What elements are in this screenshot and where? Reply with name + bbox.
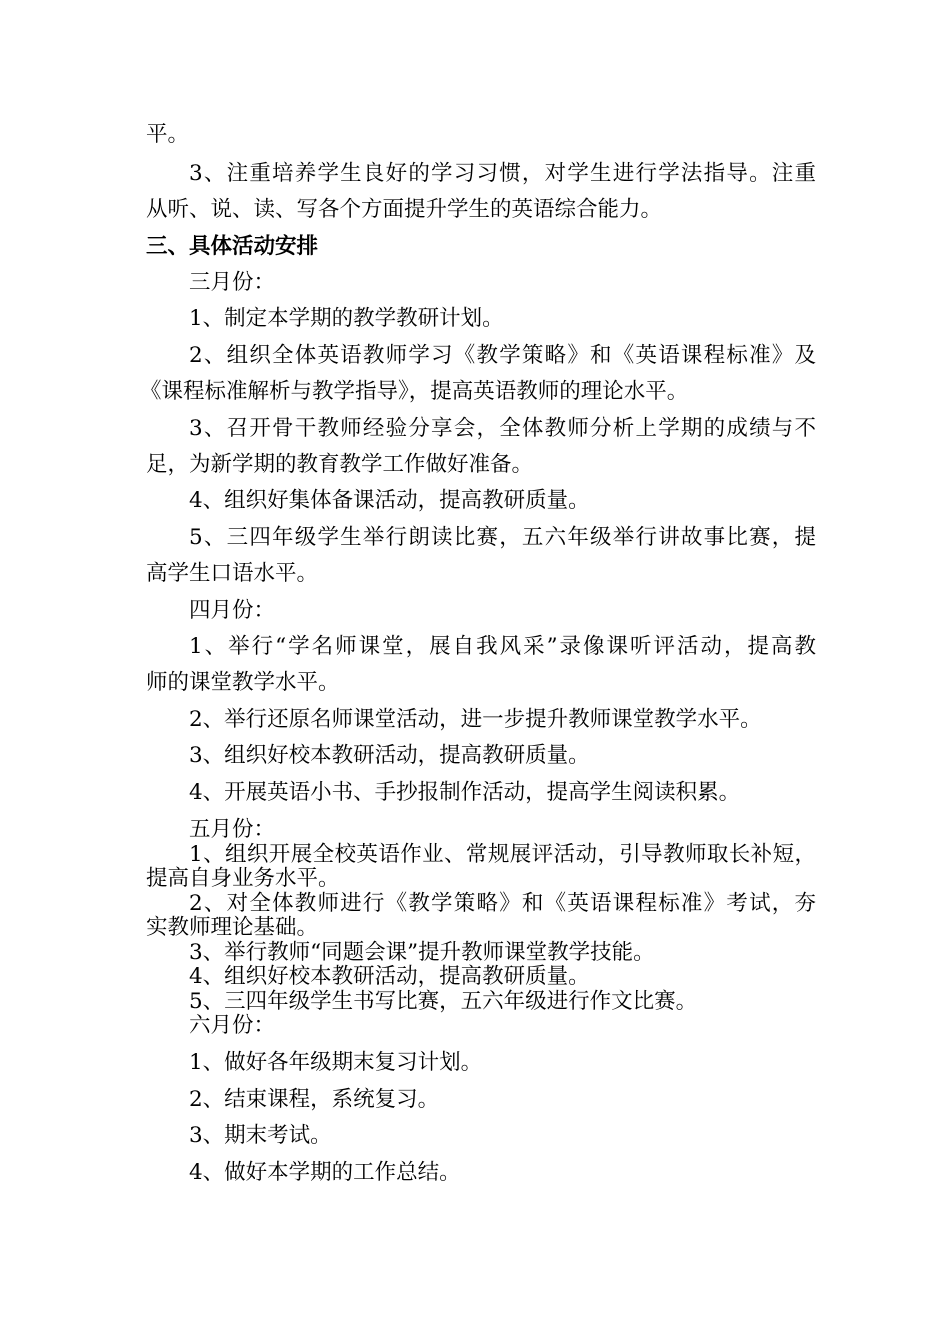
text-line: 3、举行教师“同题会课”提升教师课堂教学技能。 bbox=[189, 940, 655, 965]
text-line: 2、结束课程，系统复习。 bbox=[189, 1087, 440, 1112]
month-heading: 三月份： bbox=[189, 270, 276, 295]
month-heading: 六月份： bbox=[189, 1013, 276, 1038]
text-line: 4、做好本学期的工作总结。 bbox=[189, 1160, 461, 1185]
text-line: 从听、说、读、写各个方面提升学生的英语综合能力。 bbox=[146, 197, 663, 222]
text-line: 平。 bbox=[146, 122, 190, 147]
text-line: 5、三四年级学生书写比赛，五六年级进行作文比赛。 bbox=[189, 989, 698, 1014]
text-line: 4、开展英语小书、手抄报制作活动，提高学生阅读积累。 bbox=[189, 780, 741, 805]
text-line: 《课程标准解析与教学指导》，提高英语教师的理论水平。 bbox=[140, 379, 689, 404]
text-line: 1、做好各年级期末复习计划。 bbox=[189, 1050, 483, 1075]
month-heading: 四月份： bbox=[189, 598, 276, 623]
text-line: 1、制定本学期的教学教研计划。 bbox=[189, 306, 504, 331]
month-heading: 五月份： bbox=[189, 817, 276, 842]
text-line: 3、组织好校本教研活动，提高教研质量。 bbox=[189, 743, 590, 768]
text-line: 3、召开骨干教师经验分享会，全体教师分析上学期的成绩与不 bbox=[189, 416, 816, 441]
text-line: 3、期末考试。 bbox=[189, 1123, 332, 1148]
text-line: 1、举行“学名师课堂，展自我风采”录像课听评活动，提高教 bbox=[189, 634, 816, 659]
text-line: 高学生口语水平。 bbox=[146, 561, 319, 586]
section-heading: 三、具体活动安排 bbox=[146, 234, 319, 259]
text-line: 实教师理论基础。 bbox=[146, 915, 319, 940]
text-line: 足，为新学期的教育教学工作做好准备。 bbox=[146, 452, 534, 477]
text-line: 5、三四年级学生举行朗读比赛，五六年级举行讲故事比赛，提 bbox=[189, 525, 816, 550]
text-line: 1、组织开展全校英语作业、常规展评活动，引导教师取长补短， bbox=[189, 842, 816, 867]
text-line: 4、组织好集体备课活动，提高教研质量。 bbox=[189, 488, 590, 513]
text-line: 4、组织好校本教研活动，提高教研质量。 bbox=[189, 964, 590, 989]
text-line: 2、对全体教师进行《教学策略》和《英语课程标准》考试，夯 bbox=[189, 891, 816, 916]
text-line: 2、组织全体英语教师学习《教学策略》和《英语课程标准》及 bbox=[189, 343, 816, 368]
text-line: 2、举行还原名师课堂活动，进一步提升教师课堂教学水平。 bbox=[189, 707, 762, 732]
text-line: 提高自身业务水平。 bbox=[146, 866, 340, 891]
text-line: 师的课堂教学水平。 bbox=[146, 670, 340, 695]
text-line: 3、注重培养学生良好的学习习惯，对学生进行学法指导。注重 bbox=[189, 161, 816, 186]
